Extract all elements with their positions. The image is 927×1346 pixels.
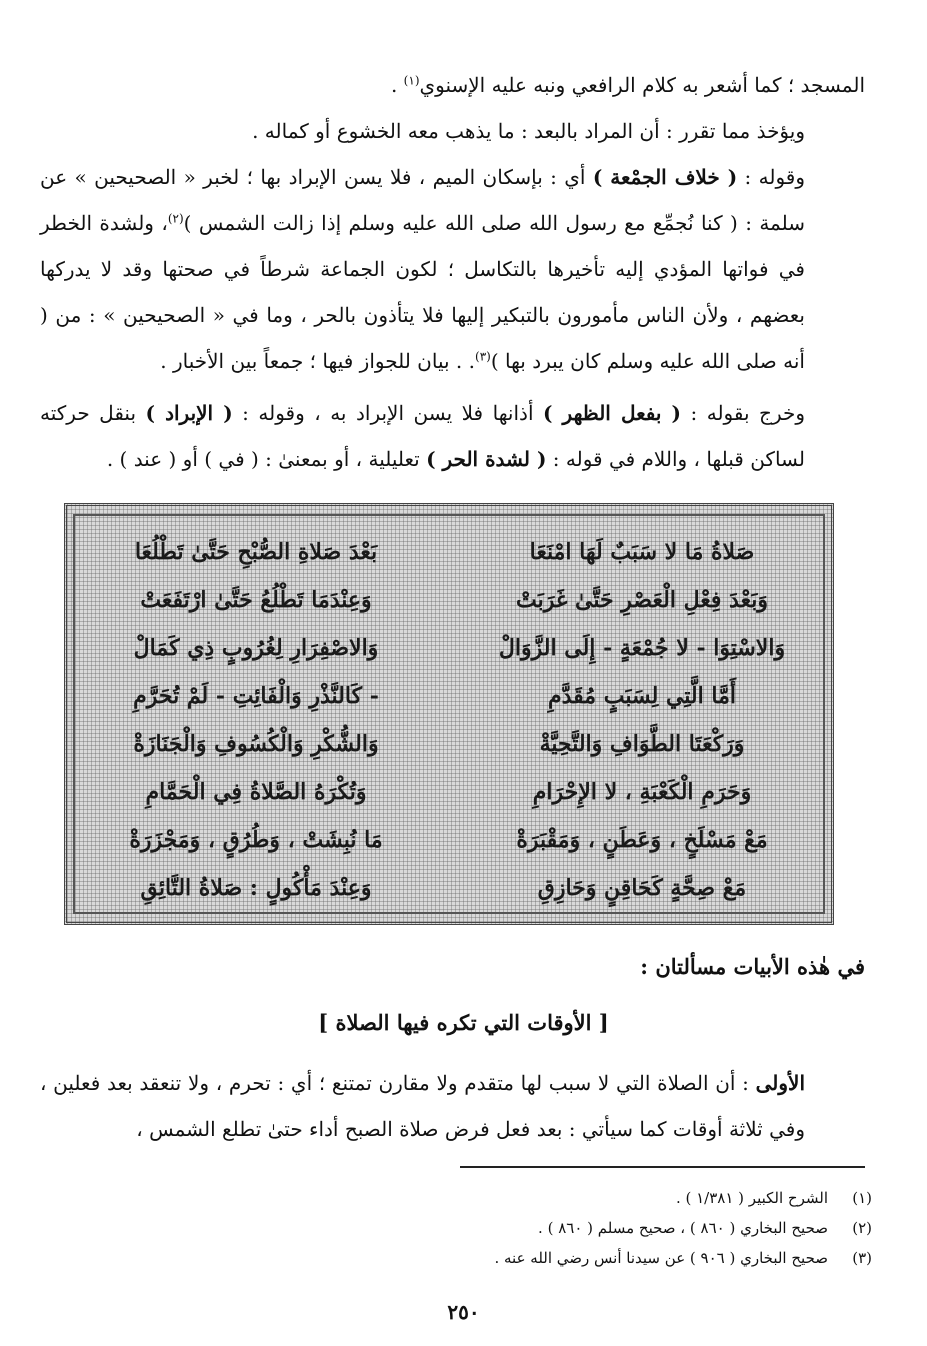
page-number: ٢٥٠ <box>447 1300 480 1324</box>
footnote-number: (٢) <box>852 1219 872 1237</box>
verse-first-half: وَرَكْعَتَا الطَّوَافِ وَالتَّحِيَّةْ <box>539 731 745 757</box>
footnote-text: الشرح الكبير ( ١/٣٨١ ) . <box>675 1189 828 1207</box>
paragraph-5-lead: الأولى <box>755 1071 805 1095</box>
paragraph-3-mid2: ، ولشدة الخطر في فواتها المؤدي إليه تأخيرها بالتكاسل ؛ لكون الجماعة شرطاً في صحتها وقد لا يدركها بعضهم ، ولأن الناس مأمورون بالتبكير إليها فلا يتأذون بالحر ، وما في « الصحيحين » : من ( أنه صلى الله عليه وسلم كان يبرد بها ) <box>40 211 805 373</box>
verse-first-half: صَلاةُ مَا لا سَبَبٌ لَهَا امْنَعَا <box>529 539 755 565</box>
footnote-item <box>72 1243 872 1273</box>
paragraph-1-end: . <box>390 73 404 97</box>
verse-first-half: مَعْ مَسْلَخٍ ، وَعَطَنٍ ، وَمَقْبَرَةْ <box>516 827 768 853</box>
paragraph-4-start: وخرج بقوله : <box>681 401 806 425</box>
footnote-number: (١) <box>852 1189 872 1207</box>
footnote-ref-3[interactable]: (٣) <box>475 349 491 364</box>
poem-verse <box>91 528 807 576</box>
verse-second-half: وَتُكْرَهُ الصَّلاةُ فِي الْحَمَّامِ <box>145 779 367 805</box>
poem-verse <box>91 672 807 720</box>
term-heat: ( لشدة الحر ) <box>426 447 547 471</box>
paragraph-5-text: : أن الصلاة التي لا سبب لها متقدم ولا مقارن تمتنع ؛ أي : تحرم ، ولا تنعقد بعد فعلين ، وفي ثلاثة أوقات كما سيأتي : بعد فعل فرض صلاة الصبح أداء حتىٰ تطلع الشمس ، <box>40 1071 805 1141</box>
verse-second-half: وَعِنْدَمَا تَطْلُعُ حَتَّىٰ ارْتَفَعَتْ <box>140 587 372 613</box>
footnote-number: (٣) <box>852 1249 872 1267</box>
verse-first-half: وَحَرَمِ الْكَعْبَةِ ، لا الإِحْرَامِ <box>532 779 752 805</box>
verse-second-half: وَالاصْفِرَارِ لِغُرُوبٍ ذِي كَمَالْ <box>133 635 379 661</box>
paragraph-2: ويؤخذ مما تقرر : أن المراد بالبعد : ما يذهب معه الخشوع أو كماله . <box>252 119 805 143</box>
footnote-item <box>72 1213 872 1243</box>
poem-verse <box>91 624 807 672</box>
poem-verse <box>91 816 807 864</box>
footnotes <box>72 1183 872 1273</box>
footnote-divider <box>460 1166 865 1168</box>
verse-first-half: وَالاسْتِوَا - لا جُمْعَةٍ - إِلَى الزَّوَالْ <box>498 635 786 661</box>
paragraph-4 <box>40 390 865 482</box>
paragraph-4-mid: أذانها فلا يسن الإبراد به ، وقوله : <box>232 401 543 425</box>
verse-second-half: مَا نُبِشَتْ ، وَطُرُقٍ ، وَمَجْزَرَةْ <box>129 827 383 853</box>
paragraph-3 <box>40 154 865 384</box>
footnote-text: صحيح البخاري ( ٩٠٦ ) عن سيدنا أنس رضي الله عنه . <box>494 1249 828 1267</box>
section-title: [ الأوقات التي تكره فيها الصلاة ] <box>318 1010 609 1035</box>
verse-second-half: بَعْدَ صَلاةِ الصُّبْحِ حَتَّىٰ تَطْلُعَا <box>134 539 378 565</box>
paragraph-4-end: تعليلية ، أو بمعنىٰ : ( في ) أو ( عند ) . <box>106 447 427 471</box>
paragraph-3-mid: أي : بإسكان الميم ، فلا يسن الإبراد بها ؛ لخبر « الصحيحين » عن سلمة : ( كنا نُجمِّع مع رسول الله صلى الله عليه وسلم إذا زالت الشمس ) <box>40 165 806 235</box>
paragraph-4-mid2: بنقل حركته لساكن قبلها ، واللام في قوله : <box>40 401 805 471</box>
footnote-ref-2[interactable]: (٢) <box>167 211 184 226</box>
paragraph-1 <box>40 62 865 108</box>
footnote-item <box>72 1183 872 1213</box>
poem-box <box>64 503 834 925</box>
paragraph-3-start: وقوله : <box>737 165 805 189</box>
poem-verse <box>91 864 807 912</box>
verse-second-half: وَعِنْدَ مَأْكُولٍ : صَلاةُ التَّائِقِ <box>140 875 372 901</box>
footnote-text: صحيح البخاري ( ٨٦٠ ) ، صحيح مسلم ( ٨٦٠ ) . <box>538 1219 828 1237</box>
verse-second-half: - كَالنَّذْرِ وَالْفَائِتِ - لَمْ تُحَرَّمِ <box>133 683 379 709</box>
term-zuhr: ( بفعل الظهر ) <box>543 401 681 425</box>
paragraph-3-end: . . بيان للجواز فيها ؛ جمعاً بين الأخبار . <box>160 349 475 373</box>
paragraph-1-text: المسجد ؛ كما أشعر به كلام الرافعي ونبه عليه الإسنوي <box>419 73 865 97</box>
sub-heading: في هٰذه الأبيات مسألتان : <box>640 954 865 979</box>
verse-first-half: وَبَعْدَ فِعْلِ الْعَصْرِ حَتَّىٰ غَرَبَتْ <box>516 587 768 613</box>
poem-verse <box>91 768 807 816</box>
verse-first-half: أَمَّا الَّتِي لِسَبَبٍ مُقَدَّمِ <box>547 683 737 709</box>
poem-verse <box>91 720 807 768</box>
poem-verse <box>91 576 807 624</box>
verse-first-half: مَعْ صِحَّةٍ كَحَاقِنٍ وَحَازِقِ <box>537 875 747 901</box>
paragraph-5 <box>40 1060 865 1152</box>
verse-second-half: وَالشُّكْرِ وَالْكُسُوفِ وَالْجَنَازَةْ <box>133 731 379 757</box>
term-ibrad: ( الإبراد ) <box>145 401 233 425</box>
term-jumuah: ( خلاف الجمْعة ) <box>592 165 738 189</box>
main-text-2 <box>40 1060 865 1152</box>
main-text <box>40 62 865 482</box>
footnote-ref-1[interactable]: (١) <box>403 73 420 88</box>
